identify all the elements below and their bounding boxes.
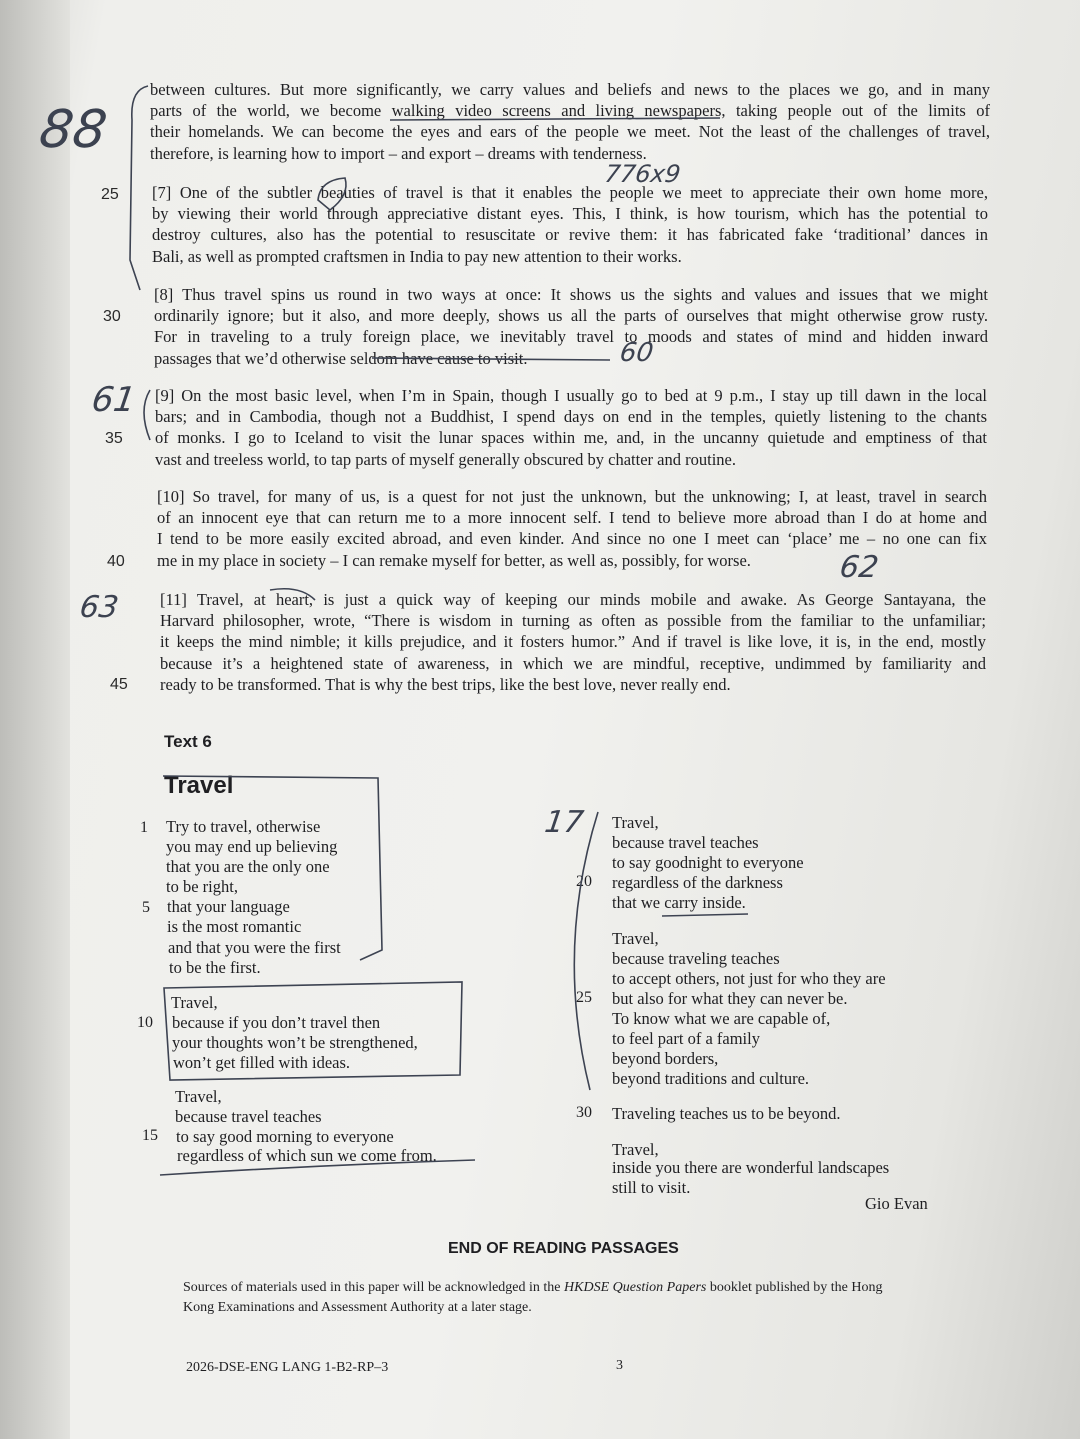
underline-mark <box>662 914 748 916</box>
poem-line: Traveling teaches us to be beyond. <box>612 1104 841 1123</box>
passage-line: [11] Travel, at heart, is just a quick way of keeping our minds mobile and awake. As George Santayana, the <box>160 590 986 609</box>
poem-line: is the most romantic <box>167 917 302 936</box>
sources-note <box>183 1280 883 1296</box>
poem-line: Travel, <box>612 929 659 948</box>
text-label: Text 6 <box>164 732 212 751</box>
poem-line: and that you were the first <box>168 938 341 957</box>
sources-note-line2: Kong Examinations and Assessment Authority at a later stage. <box>183 1300 532 1315</box>
passage-line: by viewing their world through appreciative distant eyes. This, I think, is how tourism, which has the potential to <box>152 204 988 224</box>
poem-line: regardless of the darkness <box>612 873 783 892</box>
end-of-passages: END OF READING PASSAGES <box>448 1240 679 1257</box>
passage-line: of an innocent eye that can return me to a more innocent self. I tend to believe more abroad than I do at home and <box>157 508 987 528</box>
passage-line: passages that we’d otherwise seldom have cause to visit. <box>154 348 528 368</box>
bracket-mark <box>130 86 148 290</box>
passage-line: For in traveling to a truly foreign place, we inevitably travel to moods and states of mind and hidden inward <box>154 327 988 347</box>
poem-line: beyond traditions and culture. <box>612 1069 810 1088</box>
passage-line: Bali, as well as prompted craftsmen in India to pay new attention to their works. <box>152 246 682 266</box>
poem-line-number: 20 <box>576 873 592 890</box>
paper-code: 2026-DSE-ENG LANG 1-B2-RP–3 <box>186 1360 389 1375</box>
poem-line: beyond borders, <box>612 1049 719 1068</box>
passage-line: bars; and in Cambodia, though not a Buddhist, I spend days on end in the temples, quietly listening to the chants <box>155 407 987 427</box>
handwritten-note: 776x9 <box>603 160 683 188</box>
poem-line: your thoughts won’t be strengthened, <box>172 1033 418 1052</box>
passage-line: destroy cultures, also has the potential to resuscitate or revive them: it has fabricated fake ‘traditional’ dances in <box>152 225 988 245</box>
poem-line: still to visit. <box>612 1178 691 1197</box>
passage-line: I tend to be more easily excited abroad, and even kinder. And since no one I meet can ‘place’ me – no one can fix <box>157 529 987 549</box>
passage-line: vast and treeless world, to tap parts of myself generally obscured by chatter and routine. <box>155 449 736 469</box>
passage-line: [7] One of the subtler beauties of travel is that it enables the people we meet to appreciate their own home more, <box>152 183 988 202</box>
handwritten-score: 63 <box>77 590 121 625</box>
line-number: 25 <box>101 186 119 203</box>
poem-line-number: 25 <box>576 989 592 1006</box>
passage-line: [8] Thus travel spins us round in two ways at once: It shows us the sights and values and issues that we might <box>154 285 988 304</box>
poem-line: because if you don’t travel then <box>172 1013 381 1032</box>
poem-line: won’t get filled with ideas. <box>173 1053 351 1072</box>
poem-line: because travel teaches <box>175 1107 322 1126</box>
poem-line: to be the first. <box>169 958 261 977</box>
poem-line-number: 15 <box>142 1127 158 1144</box>
passage-line: because it’s a heightened state of awareness, in which we are mindful, receptive, undimmed by familiarity and <box>160 653 986 673</box>
sources-title: HKDSE Question Papers <box>564 1280 707 1295</box>
page-number: 3 <box>616 1358 623 1373</box>
sources-text: booklet published by the Hong <box>706 1280 883 1295</box>
poem-line: because travel teaches <box>612 833 759 852</box>
line-number: 35 <box>105 430 123 447</box>
poem-line: Try to travel, otherwise <box>166 817 321 836</box>
poem-line: to say goodnight to everyone <box>612 853 804 872</box>
line-number: 45 <box>110 676 128 693</box>
handwritten-score: 62 <box>837 550 881 585</box>
bracket-mark <box>144 390 150 440</box>
poem-line: inside you there are wonderful landscapes <box>612 1158 890 1177</box>
poem-author: Gio Evan <box>865 1194 928 1213</box>
bracket-mark <box>574 812 598 1090</box>
passage-line: parts of the world, we become walking video screens and living newspapers, taking people out of the limits of <box>150 101 990 121</box>
line-number: 40 <box>107 553 125 570</box>
poem-title: Travel <box>164 772 234 799</box>
passage-line: therefore, is learning how to import – and export – dreams with tenderness. <box>150 143 647 163</box>
paper-shadow-edge <box>0 0 70 1439</box>
poem-line: to be right, <box>166 877 238 896</box>
handwritten-note: 17 <box>542 805 586 840</box>
passage-line: [9] On the most basic level, when I’m in Spain, though I usually go to bed at 9 p.m., I stay up till dawn in the local <box>155 386 987 405</box>
line-number: 30 <box>103 308 121 325</box>
poem-line-number: 5 <box>142 899 150 916</box>
poem-line: that we carry inside. <box>612 893 746 912</box>
handwritten-score: 60 <box>617 338 656 368</box>
passage-line: ready to be transformed. That is why the best trips, like the best love, never really end. <box>160 674 731 694</box>
passage-line: between cultures. But more significantly, we carry values and beliefs and news to the places we go, and in many <box>150 80 990 99</box>
poem-line-number: 1 <box>140 819 148 836</box>
handwritten-score: 88 <box>35 100 111 160</box>
poem-line: Travel, <box>612 813 659 832</box>
passage-line: their homelands. We can become the eyes and ears of the people we meet. Not the least of the challenges of travel, <box>150 122 990 142</box>
poem-line: To know what we are capable of, <box>612 1009 831 1028</box>
poem-line: you may end up believing <box>166 837 338 856</box>
poem-line: Travel, <box>612 1140 659 1159</box>
handwritten-score: 61 <box>89 380 139 420</box>
passage-line: ordinarily ignore; but it also, and more deeply, shows us all the parts of ourselves that might otherwise grow rusty. <box>154 306 988 326</box>
poem-line: that you are the only one <box>166 857 330 876</box>
passage-line: of monks. I go to Iceland to visit the lunar spaces within me, and, in the uncanny quietude and emptiness of that <box>155 428 987 448</box>
passage-line: [10] So travel, for many of us, is a quest for not just the unknown, but the unknowing; I, at least, travel in search <box>157 487 987 506</box>
poem-line: that your language <box>167 897 290 916</box>
poem-line: Travel, <box>171 993 218 1012</box>
passage-line: me in my place in society – I can remake myself for better, as well as, possibly, for worse. <box>157 550 751 570</box>
sources-text: Sources of materials used in this paper will be acknowledged in the <box>183 1280 565 1295</box>
poem-line: but also for what they can never be. <box>612 989 848 1008</box>
poem-line-number: 10 <box>137 1014 153 1031</box>
passage-line: it keeps the mind nimble; it kills prejudice, and it fosters humor.” And if travel is like love, it is, in the end, mostly <box>160 632 986 652</box>
poem-line: to feel part of a family <box>612 1029 760 1048</box>
poem-line-number: 30 <box>576 1104 592 1121</box>
passage-line: Harvard philosopher, wrote, “There is wisdom in turning as often as possible from the familiar to the unfamiliar; <box>160 611 986 631</box>
poem-line: Travel, <box>175 1087 222 1106</box>
poem-line: to accept others, not just for who they are <box>612 969 886 988</box>
poem-line: to say good morning to everyone <box>176 1127 394 1146</box>
poem-line: regardless of which sun we come from. <box>177 1146 437 1165</box>
poem-line: because traveling teaches <box>612 949 780 968</box>
